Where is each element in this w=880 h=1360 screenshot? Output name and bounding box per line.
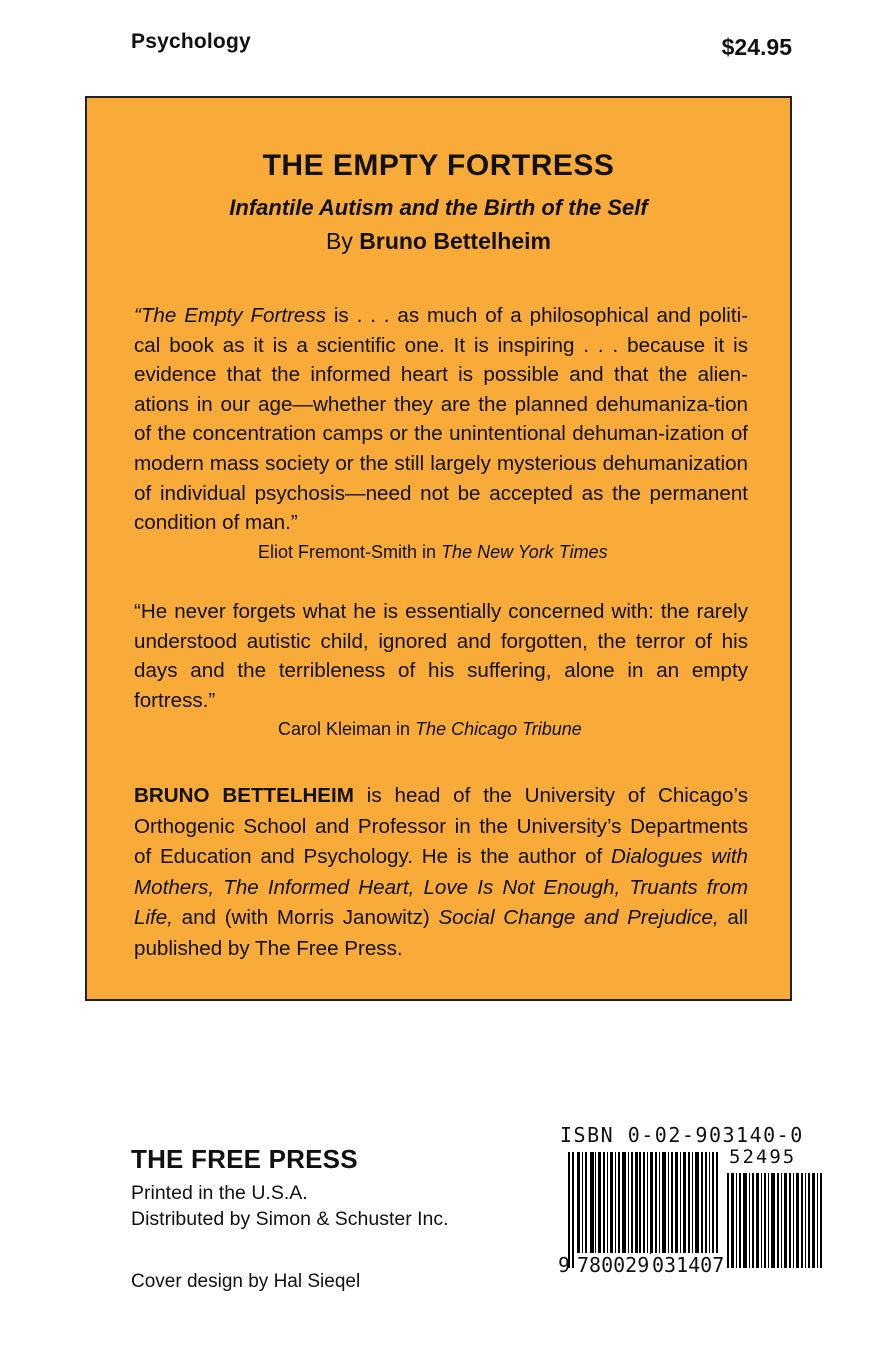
quote2-text: “He never forgets what he is essentially concerned with: the rarely understood autistic child, ignored and forgotten, the terror of his days and the terribleness of his suffering, alone in an empty fortress.” (134, 600, 748, 712)
distributor: Distributed by Simon & Schuster Inc. (131, 1208, 449, 1230)
bio-titles-1: Dialogues with Mothers, The Informed Heart, Love Is Not Enough, Truants from Life, (134, 845, 748, 929)
bio-text-2: and (with Morris Janowitz) (172, 906, 439, 929)
quote1-attribution-source: The New York Times (441, 541, 608, 562)
quote1-attribution (134, 538, 748, 566)
cover-design-credit: Cover design by Hal Sieqel (131, 1271, 361, 1292)
ean-barcode-icon (568, 1152, 718, 1268)
price-label: $24.95 (721, 34, 792, 60)
ean-digit-first: 9 (558, 1253, 571, 1277)
quote1-text-b: cal book as it is a scientific one. It is inspiring . . . because it is evidence that the informed heart is possible and that the alien-ations in our age—whether they are the planned dehumaniza-tion of the concentration camps or the unintentional dehuman-ization of modern mass society or the still largely mysterious dehumanization of individual psychosis—need not be accepted as the permanent condition of man.” (134, 333, 748, 535)
ean-digits-left: 780029 (577, 1253, 650, 1277)
book-title: THE EMPTY FORTRESS (262, 149, 615, 182)
quote2-attribution (134, 715, 748, 743)
description-panel (85, 96, 792, 1001)
price-addon-barcode-icon (727, 1173, 827, 1268)
quote1-attribution-name: Eliot Fremont-Smith in (258, 541, 442, 562)
byline-author: Bruno Bettelheim (359, 228, 551, 254)
bio-text-1: is head of the University of Chicago’s Orthogenic School and Professor in the University’s Departments of Education and Psychology. He is the author of (134, 784, 749, 868)
review-quote-nyt (134, 301, 748, 566)
price-addon-number: 52495 (729, 1146, 797, 1168)
isbn-number: ISBN 0-02-903140-0 (560, 1123, 804, 1147)
bio-text-3: all published by The Free Press. (134, 906, 749, 960)
book-subtitle: Infantile Autism and the Birth of the Self (229, 195, 648, 220)
quote1-book-title: “The Empty Fortress (134, 304, 326, 327)
quote2-attribution-source: The Chicago Tribune (415, 719, 582, 740)
publisher-name: THE FREE PRESS (131, 1144, 358, 1174)
byline (87, 228, 790, 255)
bio-titles-2: Social Change and Prejudice, (438, 906, 719, 929)
byline-by: By (326, 228, 353, 254)
bio-author-name: BRUNO BETTELHEIM (134, 784, 354, 807)
category-label: Psychology (131, 30, 251, 53)
author-bio (134, 781, 748, 964)
ean-digits-right: 031407 (652, 1253, 725, 1277)
quote2-attribution-name: Carol Kleiman in (278, 719, 416, 740)
review-quote-tribune (134, 597, 748, 743)
quote1-text-a: is . . . as much of a philosophical and politi- (325, 304, 749, 327)
printed-in: Printed in the U.S.A. (131, 1182, 308, 1204)
